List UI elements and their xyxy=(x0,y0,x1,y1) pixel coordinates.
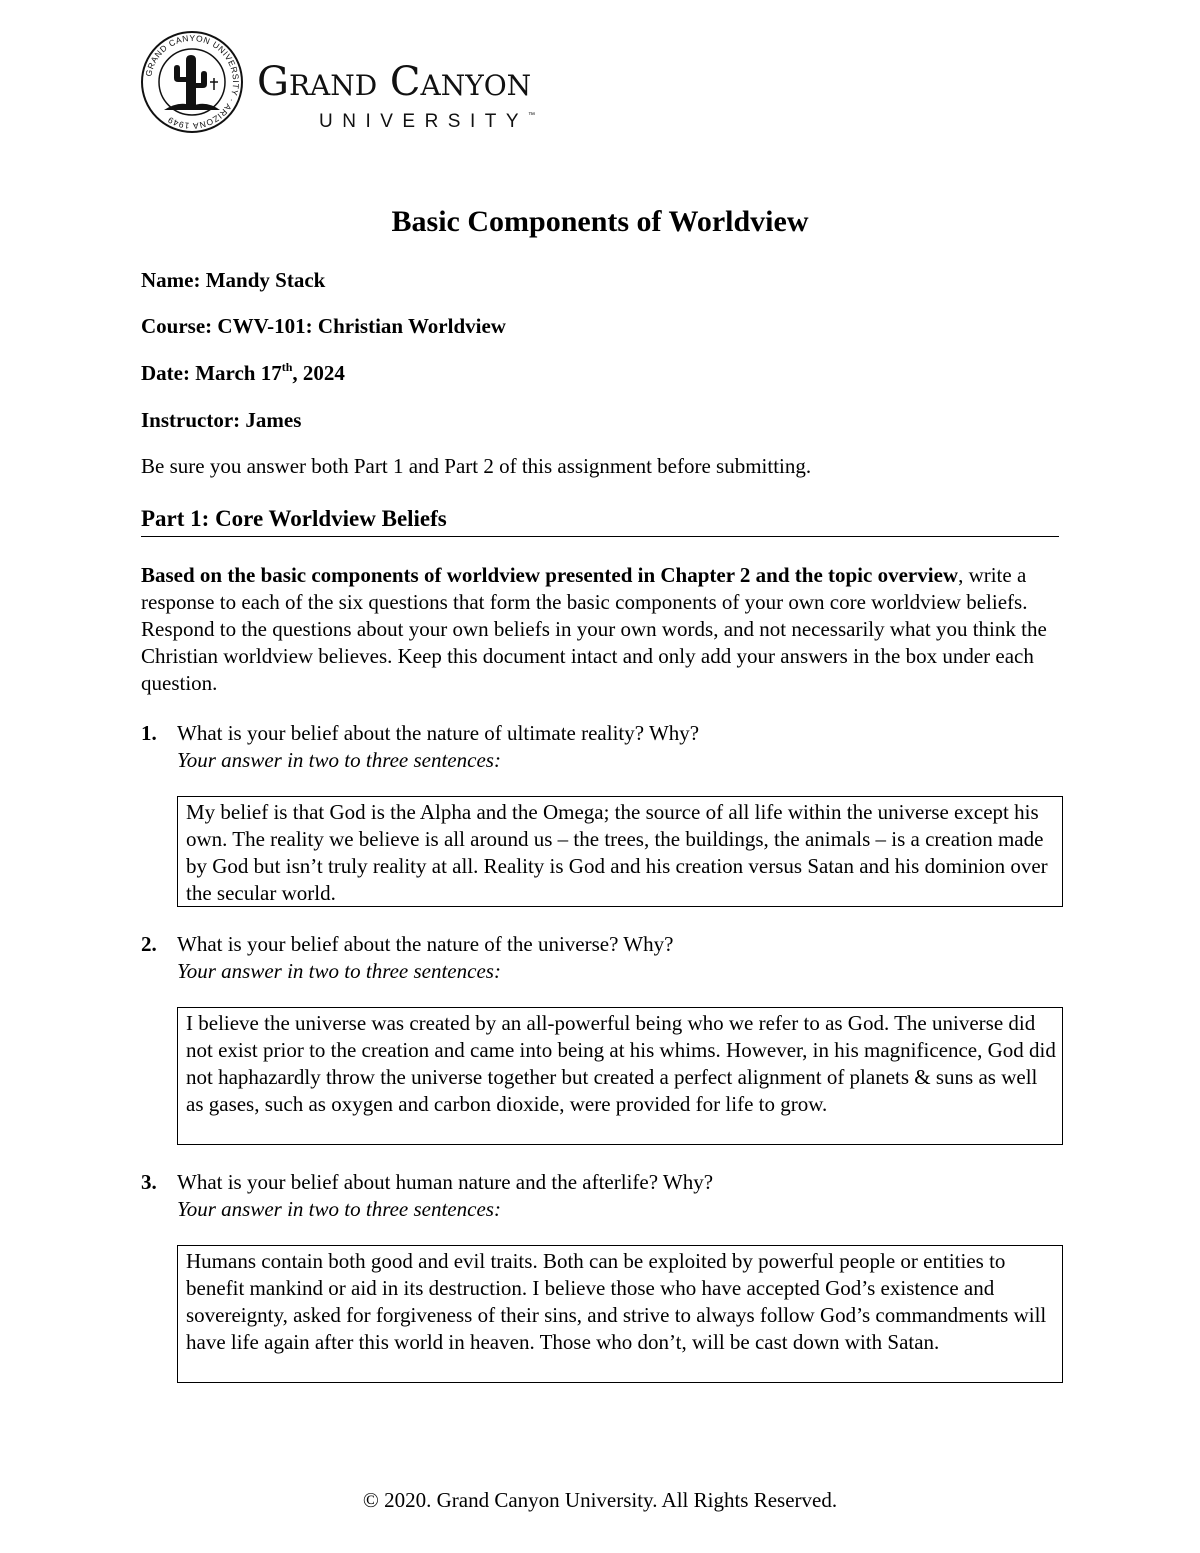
answer-prompt: Your answer in two to three sentences: xyxy=(177,959,501,983)
answer-prompt: Your answer in two to three sentences: xyxy=(177,748,501,772)
instructor-line: Instructor: James xyxy=(141,408,302,432)
part1-heading: Part 1: Core Worldview Beliefs xyxy=(141,505,1059,537)
question-text: What is your belief about the nature of the universe? Why? xyxy=(177,932,674,956)
date-line: Date: March 17th, 2024 xyxy=(141,360,345,385)
answer-box-1[interactable]: My belief is that God is the Alpha and the Omega; the source of all life within the universe except his own. The reality we believe is all around us – the trees, the buildings, the animals – is a creation made by God but isn’t truly reality at all. Reality is God and his creation versus Satan and his dominion over the secular world. xyxy=(177,796,1063,907)
logo-wordmark xyxy=(257,59,536,132)
document-title: Basic Components of Worldview xyxy=(391,205,809,238)
answer-box-2[interactable]: I believe the universe was created by an all-powerful being who we refer to as God. The universe did not exist prior to the creation and came into being at his whims. However, in his magnificence, God did not haphazardly throw the universe together but created a perfect alignment of planets & suns as well as gases, such as oxygen and carbon dioxide, were provided for life to grow. xyxy=(177,1007,1063,1145)
question-text: What is your belief about the nature of ultimate reality? Why? xyxy=(177,721,700,745)
copyright-footer: © 2020. Grand Canyon University. All Rights Reserved. xyxy=(362,1488,838,1512)
course-line: Course: CWV-101: Christian Worldview xyxy=(141,314,506,338)
logo-name: Grand Canyon xyxy=(257,59,532,105)
university-seal-icon xyxy=(140,30,244,134)
question-text: What is your belief about human nature and the afterlife? Why? xyxy=(177,1170,714,1194)
question-number: 2. xyxy=(141,932,157,956)
question-number: 1. xyxy=(141,721,157,745)
svg-text:GRAND CANYON UNIVERSITY · ARIZ: GRAND CANYON UNIVERSITY · ARIZONA 1949 xyxy=(143,32,242,132)
instruction-text: Be sure you answer both Part 1 and Part 2 of this assignment before submitting. xyxy=(141,454,812,478)
answer-prompt: Your answer in two to three sentences: xyxy=(177,1197,501,1221)
university-logo xyxy=(140,30,620,134)
question-number: 3. xyxy=(141,1170,157,1194)
student-name: Name: Mandy Stack xyxy=(141,268,326,292)
logo-subtitle: UNIVERSITY™ xyxy=(319,111,536,132)
answer-box-3[interactable]: Humans contain both good and evil traits. Both can be exploited by powerful people or entities to benefit mankind or aid in its destruction. I believe those who have accepted God’s existence and sovereignty, asked for forgiveness of their sins, and strive to always follow God’s commandments will have life again after this world in heaven. Those who don’t, will be cast down with Satan. xyxy=(177,1245,1063,1383)
part1-intro: Based on the basic components of worldview presented in Chapter 2 and the topic overview, write a response to each of the six questions that form the basic components of your own core worldview beliefs. Respond to the questions about your own beliefs in your own words, and not necessarily what you think the Christian worldview believes. Keep this document intact and only add your answers in the box under each question. xyxy=(141,563,1047,695)
